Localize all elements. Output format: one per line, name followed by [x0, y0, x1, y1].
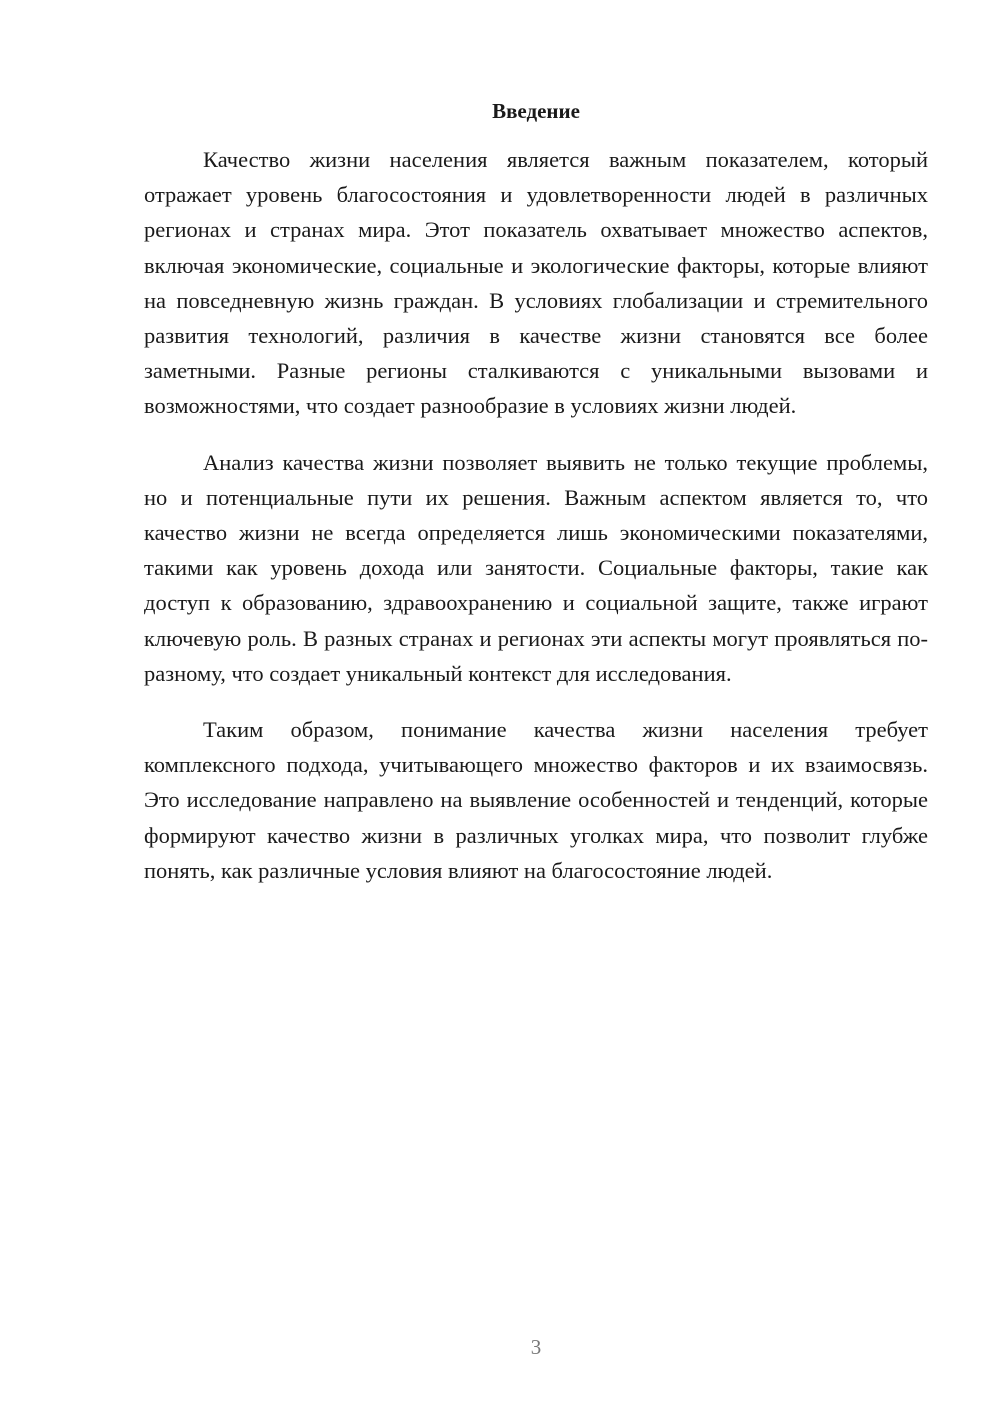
paragraph-1: Качество жизни населения является важным показателем, который отражает уровень благосостояния и удовлетворенности людей в различных регионах и странах мира. Этот показатель охватывает множество аспектов, включая экономические, социальные и экологические факторы, которые влияют на повседневную жизнь граждан. В условиях глобализации и стремительного развития технологий, различия в качестве жизни становятся все более заметными. Разные регионы сталкиваются с уникальными вызовами и возможностями, что создает разнообразие в условиях жизни людей. [144, 147, 928, 419]
body-text [144, 142, 928, 909]
section-heading: Введение [492, 99, 580, 123]
paragraph-3: Таким образом, понимание качества жизни населения требует комплексного подхода, учитывающего множество факторов и их взаимосвязь. Это исследование направлено на выявление особенностей и тенденций, которые формируют качество жизни в различных уголках мира, что позволит глубже понять, как различные условия влияют на благосостояние людей. [144, 717, 928, 883]
page-number: 3 [530, 1335, 542, 1359]
paragraph-2: Анализ качества жизни позволяет выявить не только текущие проблемы, но и потенциальные пути их решения. Важным аспектом является то, что качество жизни не всегда определяется лишь экономическими показателями, такими как уровень дохода или занятости. Социальные факторы, такие как доступ к образованию, здравоохранению и социальной защите, также играют ключевую роль. В разных странах и регионах эти аспекты могут проявляться по-разному, что создает уникальный контекст для исследования. [144, 449, 928, 686]
